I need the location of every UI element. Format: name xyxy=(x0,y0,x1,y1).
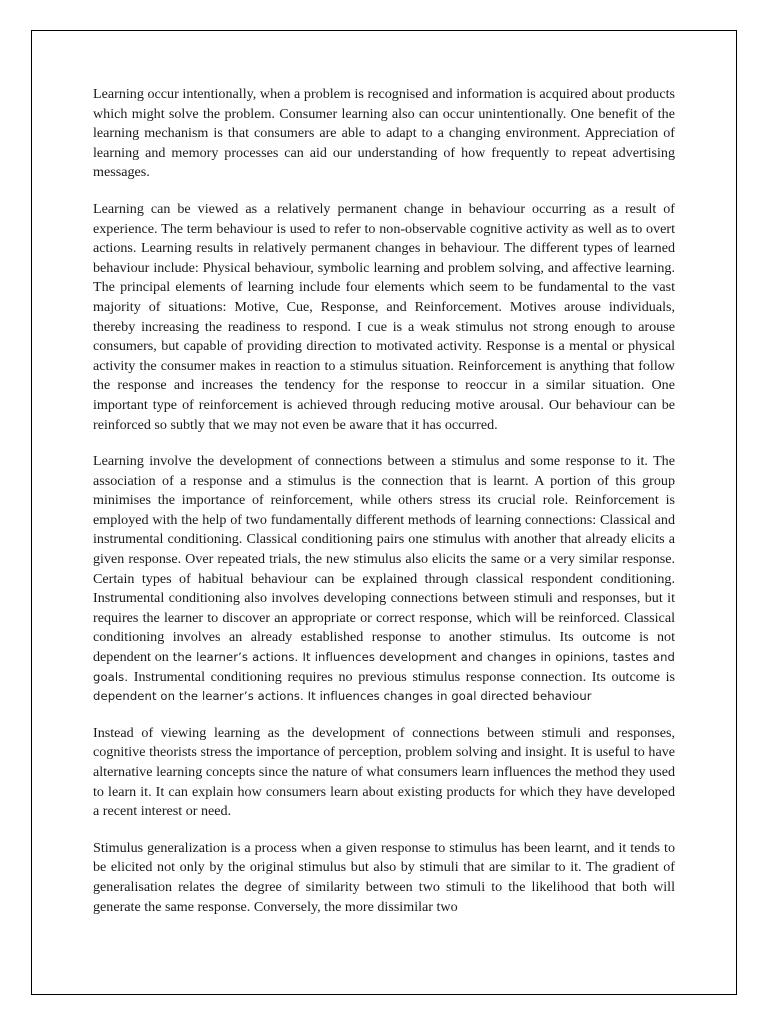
paragraph-cognitive-theory: Instead of viewing learning as the development of connections between stimuli and responses, cognitive theorists stress the importance of perception, problem solving and insight. It is useful to have alternative learning concepts since the nature of what consumers learn influences the method they used to learn it. It can explain how consumers learn about existing products for which they have developed a recent interest or need. xyxy=(93,724,675,820)
paragraph-stimulus-generalization: Stimulus generalization is a process when a given response to stimulus has been learnt, and it tends to be elicited not only by the original stimulus but also by stimuli that are similar to it. The gradient of generalisation relates the degree of similarity between two stimuli to the likelihood that both will generate the same response. Conversely, the more dissimilar two xyxy=(93,839,675,915)
conditioning-text-alt-font-1: the learner’s actions. It influences development and changes in opinions, tastes and goals. xyxy=(93,650,675,684)
conditioning-text-middle: Instrumental conditioning requires no previous stimulus response connection. Its outcome is xyxy=(133,668,676,685)
paragraph-learning-intentional: Learning occur intentionally, when a problem is recognised and information is acquired about products which might solve the problem. Consumer learning also can occur unintentionally. One benefit of the learning mechanism is that consumers are able to adapt to a changing environment. Appreciation of learning and memory processes can aid our understanding of how frequently to repeat advertising messages. xyxy=(93,86,675,181)
conditioning-text-alt-font-2: dependent on the learner’s actions. It influences changes in goal directed behaviour xyxy=(93,689,592,704)
paragraph-conditioning xyxy=(93,452,675,707)
paragraph-learning-definition: Learning can be viewed as a relatively permanent change in behaviour occurring as a result of experience. The term behaviour is used to refer to non-observable cognitive activity as well as to overt actions. Learning results in relatively permanent changes in behaviour. The different types of learned behaviour include: Physical behaviour, symbolic learning and problem solving, and affective learning. The principal elements of learning include four elements which seem to be fundamental to the vast majority of situations: Motive, Cue, Response, and Reinforcement. Motives arouse individuals, thereby increasing the readiness to respond. I cue is a weak stimulus not strong enough to arouse consumers, but capable of providing direction to motivated activity. Response is a mental or physical activity the consumer makes in reaction to a stimulus situation. Reinforcement is anything that follow the response and increases the tendency for the response to reoccur in a similar situation. One important type of reinforcement is achieved through reducing motive arousal. Our behaviour can be reinforced so subtly that we may not even be aware that it has occurred. xyxy=(93,200,675,433)
document-body xyxy=(93,85,675,934)
conditioning-text: Learning involve the development of connections between a stimulus and some response to it. The association of a response and a stimulus is the connection that is learnt. A portion of this group minimises the importance of reinforcement, while others stress its crucial role. Reinforcement is employed with the help of two fundamentally different methods of learning connections: Classical and instrumental conditioning. Classical conditioning pairs one stimulus with another that already elicits a given response. Over repeated trials, the new stimulus also elicits the same or a very similar response. Certain types of habitual behaviour can be explained through classical respondent conditioning. Instrumental conditioning also involves developing connections between stimuli and responses, but it requires the learner to discover an appropriate or correct response, which will be reinforced. Classical conditioning involves an already established response to another stimulus. Its outcome is not dependent on xyxy=(93,453,675,666)
